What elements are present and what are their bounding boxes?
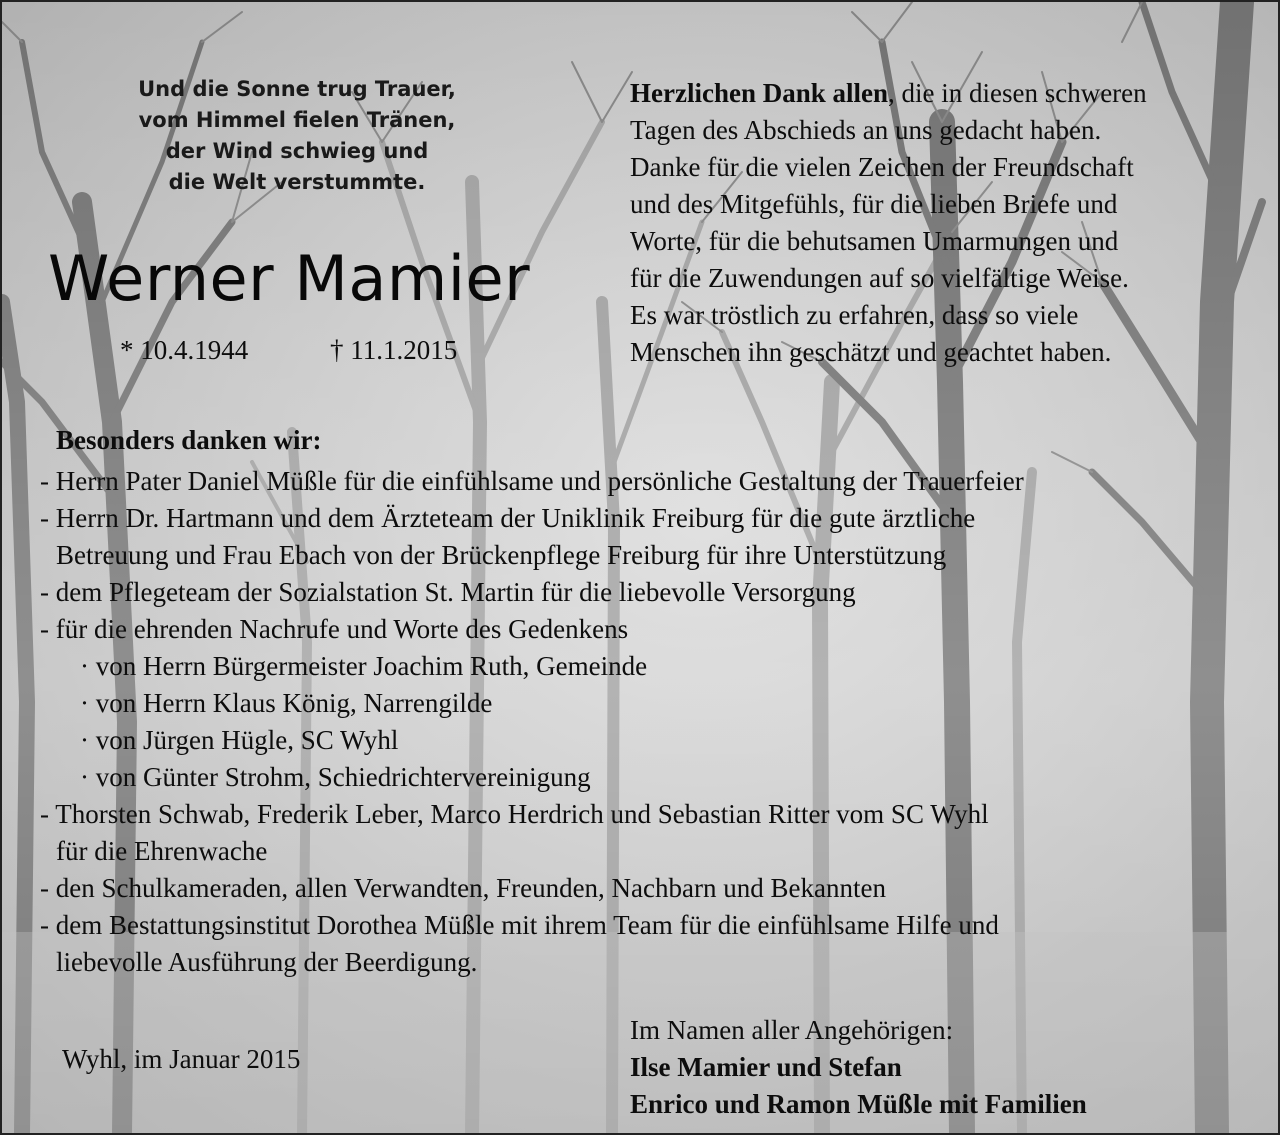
thanks-lead: Herzlichen Dank allen	[630, 78, 888, 108]
list-item: - Thorsten Schwab, Frederik Leber, Marco Herdrich und Sebastian Ritter vom SC Wyhl	[40, 799, 989, 829]
birth-date: * 10.4.1944	[120, 335, 249, 365]
thanks-paragraph	[630, 75, 1270, 371]
list-item: - den Schulkameraden, allen Verwandten, Freunden, Nachbarn und Bekannten	[40, 873, 886, 903]
death-date: † 11.1.2015	[330, 335, 458, 365]
list-item: Betreuung und Frau Ebach von der Brückenpflege Freiburg für ihre Unterstützung	[56, 540, 947, 570]
signature-name: Ilse Mamier und Stefan	[630, 1052, 902, 1082]
signature-intro: Im Namen aller Angehörigen:	[630, 1015, 954, 1045]
thanks-line: Tagen des Abschieds an uns gedacht haben.	[630, 115, 1102, 145]
thanks-line: , die in diesen schweren	[888, 78, 1147, 108]
list-item: - für die ehrenden Nachrufe und Worte des Gedenkens	[40, 614, 629, 644]
deceased-name: Werner Mamier	[48, 242, 531, 315]
thanks-line: für die Zuwendungen auf so vielfältige Weise.	[630, 263, 1129, 293]
list-item: - dem Pflegeteam der Sozialstation St. Martin für die liebevolle Versorgung	[40, 577, 856, 607]
thanks-line: Danke für die vielen Zeichen der Freundschaft	[630, 152, 1134, 182]
list-item: - Herrn Pater Daniel Müßle für die einfühlsame und persönliche Gestaltung der Trauerfeier	[40, 466, 1024, 496]
poem-line: der Wind schwieg und	[165, 139, 429, 163]
place-and-date: Wyhl, im Januar 2015	[62, 1044, 301, 1074]
list-item: - Herrn Dr. Hartmann und dem Ärzteteam der Uniklinik Freiburg für die gute ärztliche	[40, 503, 976, 533]
life-dates	[120, 335, 457, 366]
list-item: - dem Bestattungsinstitut Dorothea Müßle mit ihrem Team für die einfühlsame Hilfe und	[40, 910, 999, 940]
list-item: für die Ehrenwache	[56, 836, 268, 866]
list-item: · von Günter Strohm, Schiedrichtervereinigung	[80, 762, 591, 792]
poem-line: die Welt verstummte.	[168, 170, 426, 194]
poem-line: vom Himmel fielen Tränen,	[138, 108, 456, 132]
thanks-line: Worte, für die behutsamen Umarmungen und	[630, 226, 1119, 256]
list-item: · von Herrn Bürgermeister Joachim Ruth, Gemeinde	[80, 651, 648, 681]
poem-line: Und die Sonne trug Trauer,	[138, 77, 456, 101]
special-thanks-title: Besonders danken wir:	[56, 425, 322, 455]
thanks-line: Menschen ihn geschätzt und geachtet haben.	[630, 337, 1112, 367]
poem	[92, 74, 502, 198]
signature-block	[630, 1012, 1087, 1123]
special-thanks-list	[40, 463, 1260, 981]
list-item: · von Jürgen Hügle, SC Wyhl	[80, 725, 399, 755]
signature-name: Enrico und Ramon Müßle mit Familien	[630, 1089, 1087, 1119]
thanks-line: Es war tröstlich zu erfahren, dass so viele	[630, 300, 1079, 330]
thanks-line: und des Mitgefühls, für die lieben Briefe und	[630, 189, 1118, 219]
list-item: · von Herrn Klaus König, Narrengilde	[80, 688, 493, 718]
list-item: liebevolle Ausführung der Beerdigung.	[56, 947, 478, 977]
